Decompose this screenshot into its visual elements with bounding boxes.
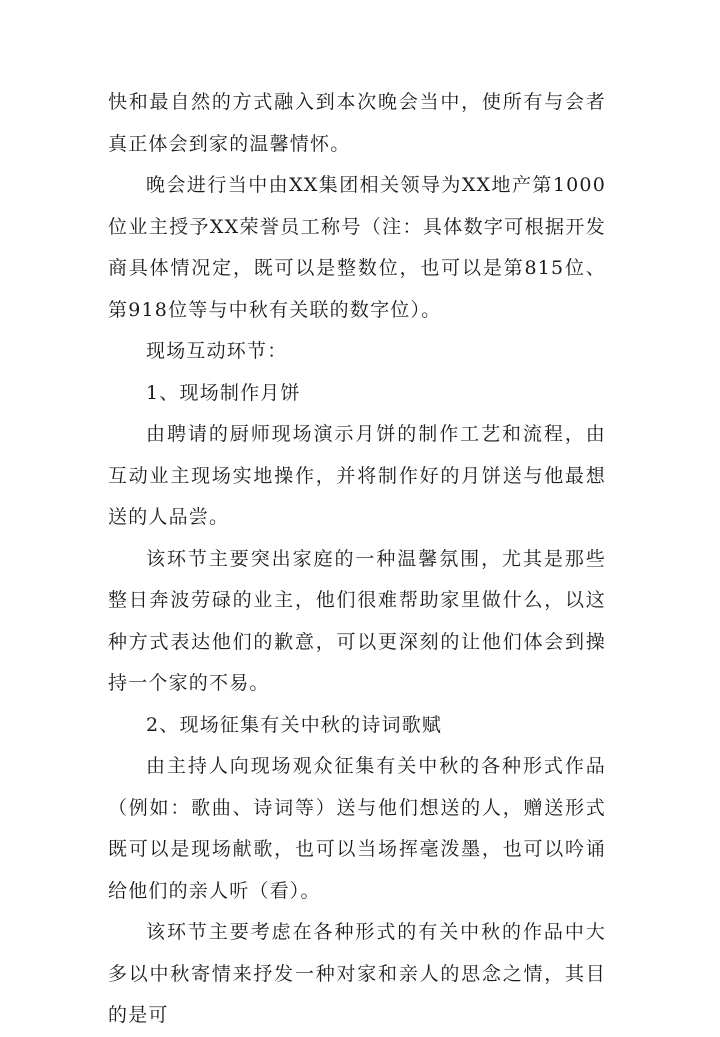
paragraph-poetry-purpose: 该环节主要考虑在各种形式的有关中秋的作品中大多以中秋寄情来抒发一种对家和亲人的思念之情，其目的是可 xyxy=(108,921,606,1026)
paragraph-continuation: 快和最自然的方式融入到本次晚会当中，使所有与会者真正体会到家的温馨情怀。 xyxy=(108,91,606,155)
paragraph-poetry-collection: 由主持人向现场观众征集有关中秋的各种形式作品（例如：歌曲、诗词等）送与他们想送的人，赠送形式既可以是现场献歌，也可以当场挥毫泼墨，也可以吟诵给他们的亲人听（看）。 xyxy=(108,755,606,902)
paragraph-mooncake-making: 由聘请的厨师现场演示月饼的制作工艺和流程，由互动业主现场实地操作，并将制作好的月饼送与他最想送的人品尝。 xyxy=(108,423,606,528)
list-item-mooncake: 1、现场制作月饼 xyxy=(146,381,301,404)
section-heading-interaction: 现场互动环节： xyxy=(146,340,288,362)
document-body xyxy=(108,82,606,1037)
paragraph-mooncake-purpose: 该环节主要突出家庭的一种温馨氛围，尤其是那些整日奔波劳碌的业主，他们很难帮助家里做什么，以这种方式表达他们的歉意，可以更深刻的让他们体会到操持一个家的不易。 xyxy=(108,547,606,694)
list-item-poetry: 2、现场征集有关中秋的诗词歌赋 xyxy=(146,713,443,736)
paragraph-award: 晚会进行当中由XX集团相关领导为XX地产第1000位业主授予XX荣誉员工称号（注：具体数字可根据开发商具体情况定，既可以是整数位，也可以是第815位、第918位等与中秋有关联的数字位）。 xyxy=(108,174,606,321)
